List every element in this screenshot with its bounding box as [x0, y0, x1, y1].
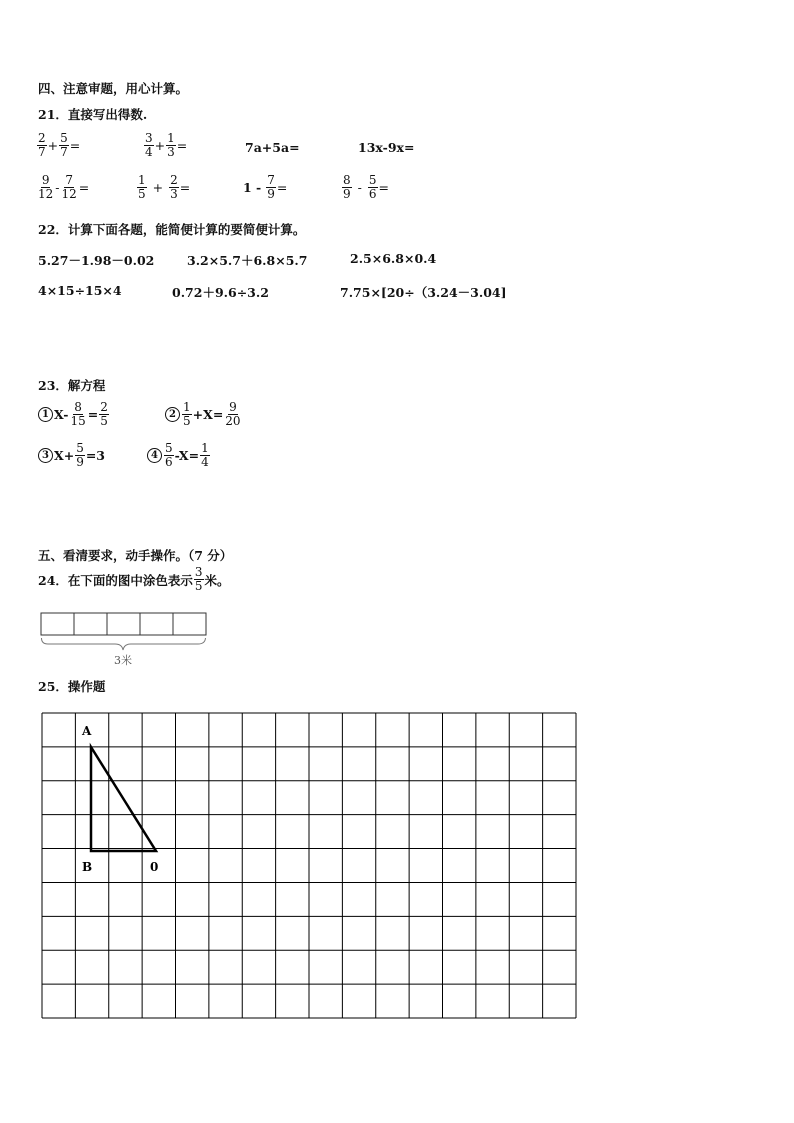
q22-item-5: 0.72＋9.6÷3.2	[172, 285, 269, 300]
q23-equation-1: 1 X- $\frac{8}{15}$ = $\frac{2}{5}$	[38, 401, 110, 428]
q21-expr-2: 3 4 + $\frac{1}{3}$ =	[145, 131, 188, 159]
q23-title: 23．解方程	[38, 378, 106, 393]
bar-cell[interactable]	[140, 613, 173, 635]
q22-item-4: 4×15÷15×4	[38, 283, 122, 298]
bar-length-label: 3米	[114, 654, 132, 667]
fraction: 5 6	[165, 441, 173, 469]
q24-bar-diagram	[38, 610, 213, 670]
q22-title: 22．计算下面各题，能简便计算的要简便计算。	[38, 222, 306, 237]
fraction: 8 9	[343, 173, 351, 201]
q21-expr-7: 1 - $\frac{7}{9}$ =	[243, 173, 288, 201]
grid-lines	[42, 713, 576, 1018]
vertex-label-o: 0	[150, 860, 159, 874]
bar-brace	[42, 638, 206, 650]
q22-item-2: 3.2×5.7＋6.8×5.7	[187, 253, 308, 268]
circled-number: 4	[147, 448, 162, 463]
bar-cell[interactable]	[107, 613, 140, 635]
bar-cell[interactable]	[41, 613, 74, 635]
q23-equation-2: 2 1 5 +X= $\frac{9}{20}$	[165, 401, 243, 428]
q25-title: 25．操作题	[38, 679, 106, 694]
circled-number: 1	[38, 407, 53, 422]
vertex-label-b: B	[82, 860, 93, 874]
fraction: $\frac{8}{15}$	[70, 400, 86, 428]
fraction: $\frac{7}{9}$	[267, 173, 275, 201]
bar-cells	[41, 613, 206, 635]
fraction: $\frac{5}{7}$	[60, 131, 68, 159]
q21-expr-1: 2 7 + $\frac{5}{7}$ =	[38, 131, 81, 159]
section-5-heading: 五、看清要求，动手操作。（7 分）	[38, 548, 233, 563]
q25-grid-figure	[40, 711, 580, 1021]
fraction: 1 5	[183, 400, 191, 428]
fraction: $\frac{2}{3}$	[170, 173, 178, 201]
fraction: 1 5	[138, 173, 146, 201]
fraction: $\frac{5}{9}$	[76, 441, 84, 469]
circled-number: 3	[38, 448, 53, 463]
bar-cell[interactable]	[74, 613, 107, 635]
fraction: $\frac{2}{5}$	[100, 400, 108, 428]
q21-expr-8: 8 9 - $\frac{5}{6}$ =	[343, 173, 389, 201]
fraction: 2 7	[38, 131, 46, 159]
fraction: $\frac{1}{4}$	[201, 441, 209, 469]
fraction: $\frac{9}{20}$	[225, 400, 241, 428]
q21-expr-3: 7a+5a=	[245, 140, 300, 155]
vertex-label-a: A	[82, 724, 92, 738]
q22-item-6: 7.75×[20÷（3.24－3.04]	[340, 285, 507, 300]
q23-equation-3: 3 X+ $\frac{5}{9}$ =3	[38, 442, 105, 469]
fraction: $\frac{1}{3}$	[167, 131, 175, 159]
q22-item-1: 5.27－1.98－0.02	[38, 253, 155, 268]
triangle-abo	[91, 747, 156, 851]
q24-title: 24．在下面的图中涂色表示 3 5 米。	[38, 565, 230, 593]
fraction: $\frac{5}{6}$	[368, 173, 377, 201]
fraction: $\frac{7}{12}$	[61, 173, 77, 201]
q21-expr-6: 1 5 + $\frac{2}{3}$ =	[138, 173, 191, 201]
fraction: 3 4	[145, 131, 153, 159]
q21-title: 21．直接写出得数.	[38, 107, 148, 122]
q21-expr-4: 13x-9x=	[358, 140, 415, 155]
circled-number: 2	[165, 407, 180, 422]
fraction: 9 12	[38, 173, 54, 201]
fraction: 3 5	[194, 565, 203, 593]
q23-equation-4: 4 5 6 -X= $\frac{1}{4}$	[147, 442, 211, 469]
q22-item-3: 2.5×6.8×0.4	[350, 251, 437, 266]
q21-expr-5: 9 12 - $\frac{7}{12}$ =	[38, 173, 90, 201]
bar-cell[interactable]	[173, 613, 206, 635]
section-4-heading: 四、注意审题，用心计算。	[38, 81, 189, 96]
